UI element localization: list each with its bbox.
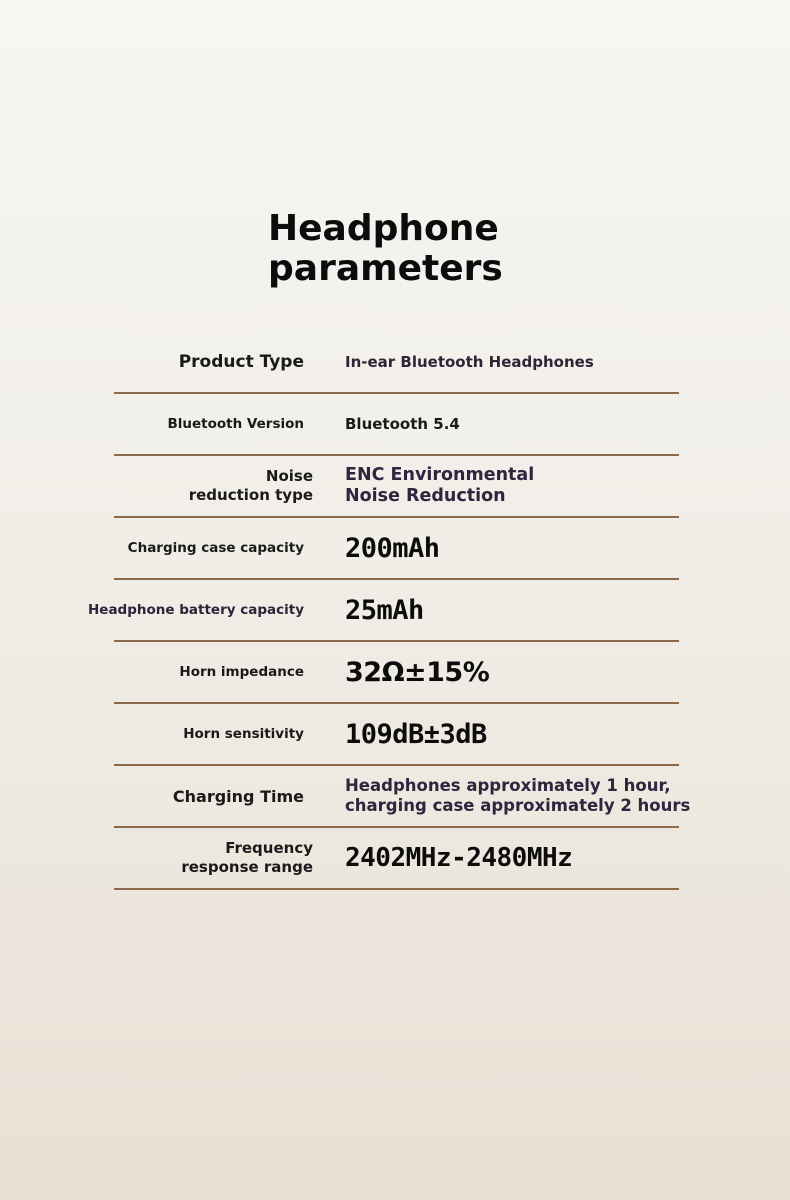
spec-row-horn-sensitivity [0,704,790,766]
spec-row-horn-impedance [0,642,790,704]
spec-row-bluetooth-version [0,394,790,456]
spec-row-product-type [0,332,790,394]
spec-label: Charging case capacity [127,540,304,556]
spec-value: In-ear Bluetooth Headphones [345,353,594,371]
spec-row-charging-time [0,766,790,828]
spec-value: 2402MHz-2480MHz [345,843,573,873]
spec-label: Headphone battery capacity [87,602,304,618]
spec-label: Horn sensitivity [183,726,304,742]
spec-label: Bluetooth Version [167,416,304,432]
spec-row-headphone-battery-capacity [0,580,790,642]
spec-value: ENC Environmental Noise Reduction [345,465,535,506]
spec-value: Headphones approximately 1 hour, charging case approximately 2 hours [345,776,691,815]
spec-value: Bluetooth 5.4 [345,415,460,433]
spec-label: Frequency response range [181,839,313,876]
spec-table [0,332,790,890]
spec-value: 25mAh [345,594,424,626]
page-title-line-1: Headphone [268,208,499,249]
spec-label: Horn impedance [179,664,304,680]
spec-row-charging-case-capacity [0,518,790,580]
spec-label: Noise reduction type [188,467,313,504]
spec-label: Charging Time [172,786,304,806]
spec-value: 109dB±3dB [345,718,487,750]
spec-row-noise-reduction [0,456,790,518]
page-title [268,209,628,289]
spec-row-frequency-range [0,828,790,890]
spec-value: 32Ω±15% [345,656,490,688]
spec-label: Product Type [178,352,304,372]
row-divider [114,888,679,890]
spec-value: 200mAh [345,532,440,564]
page-title-line-2: parameters [268,248,503,289]
